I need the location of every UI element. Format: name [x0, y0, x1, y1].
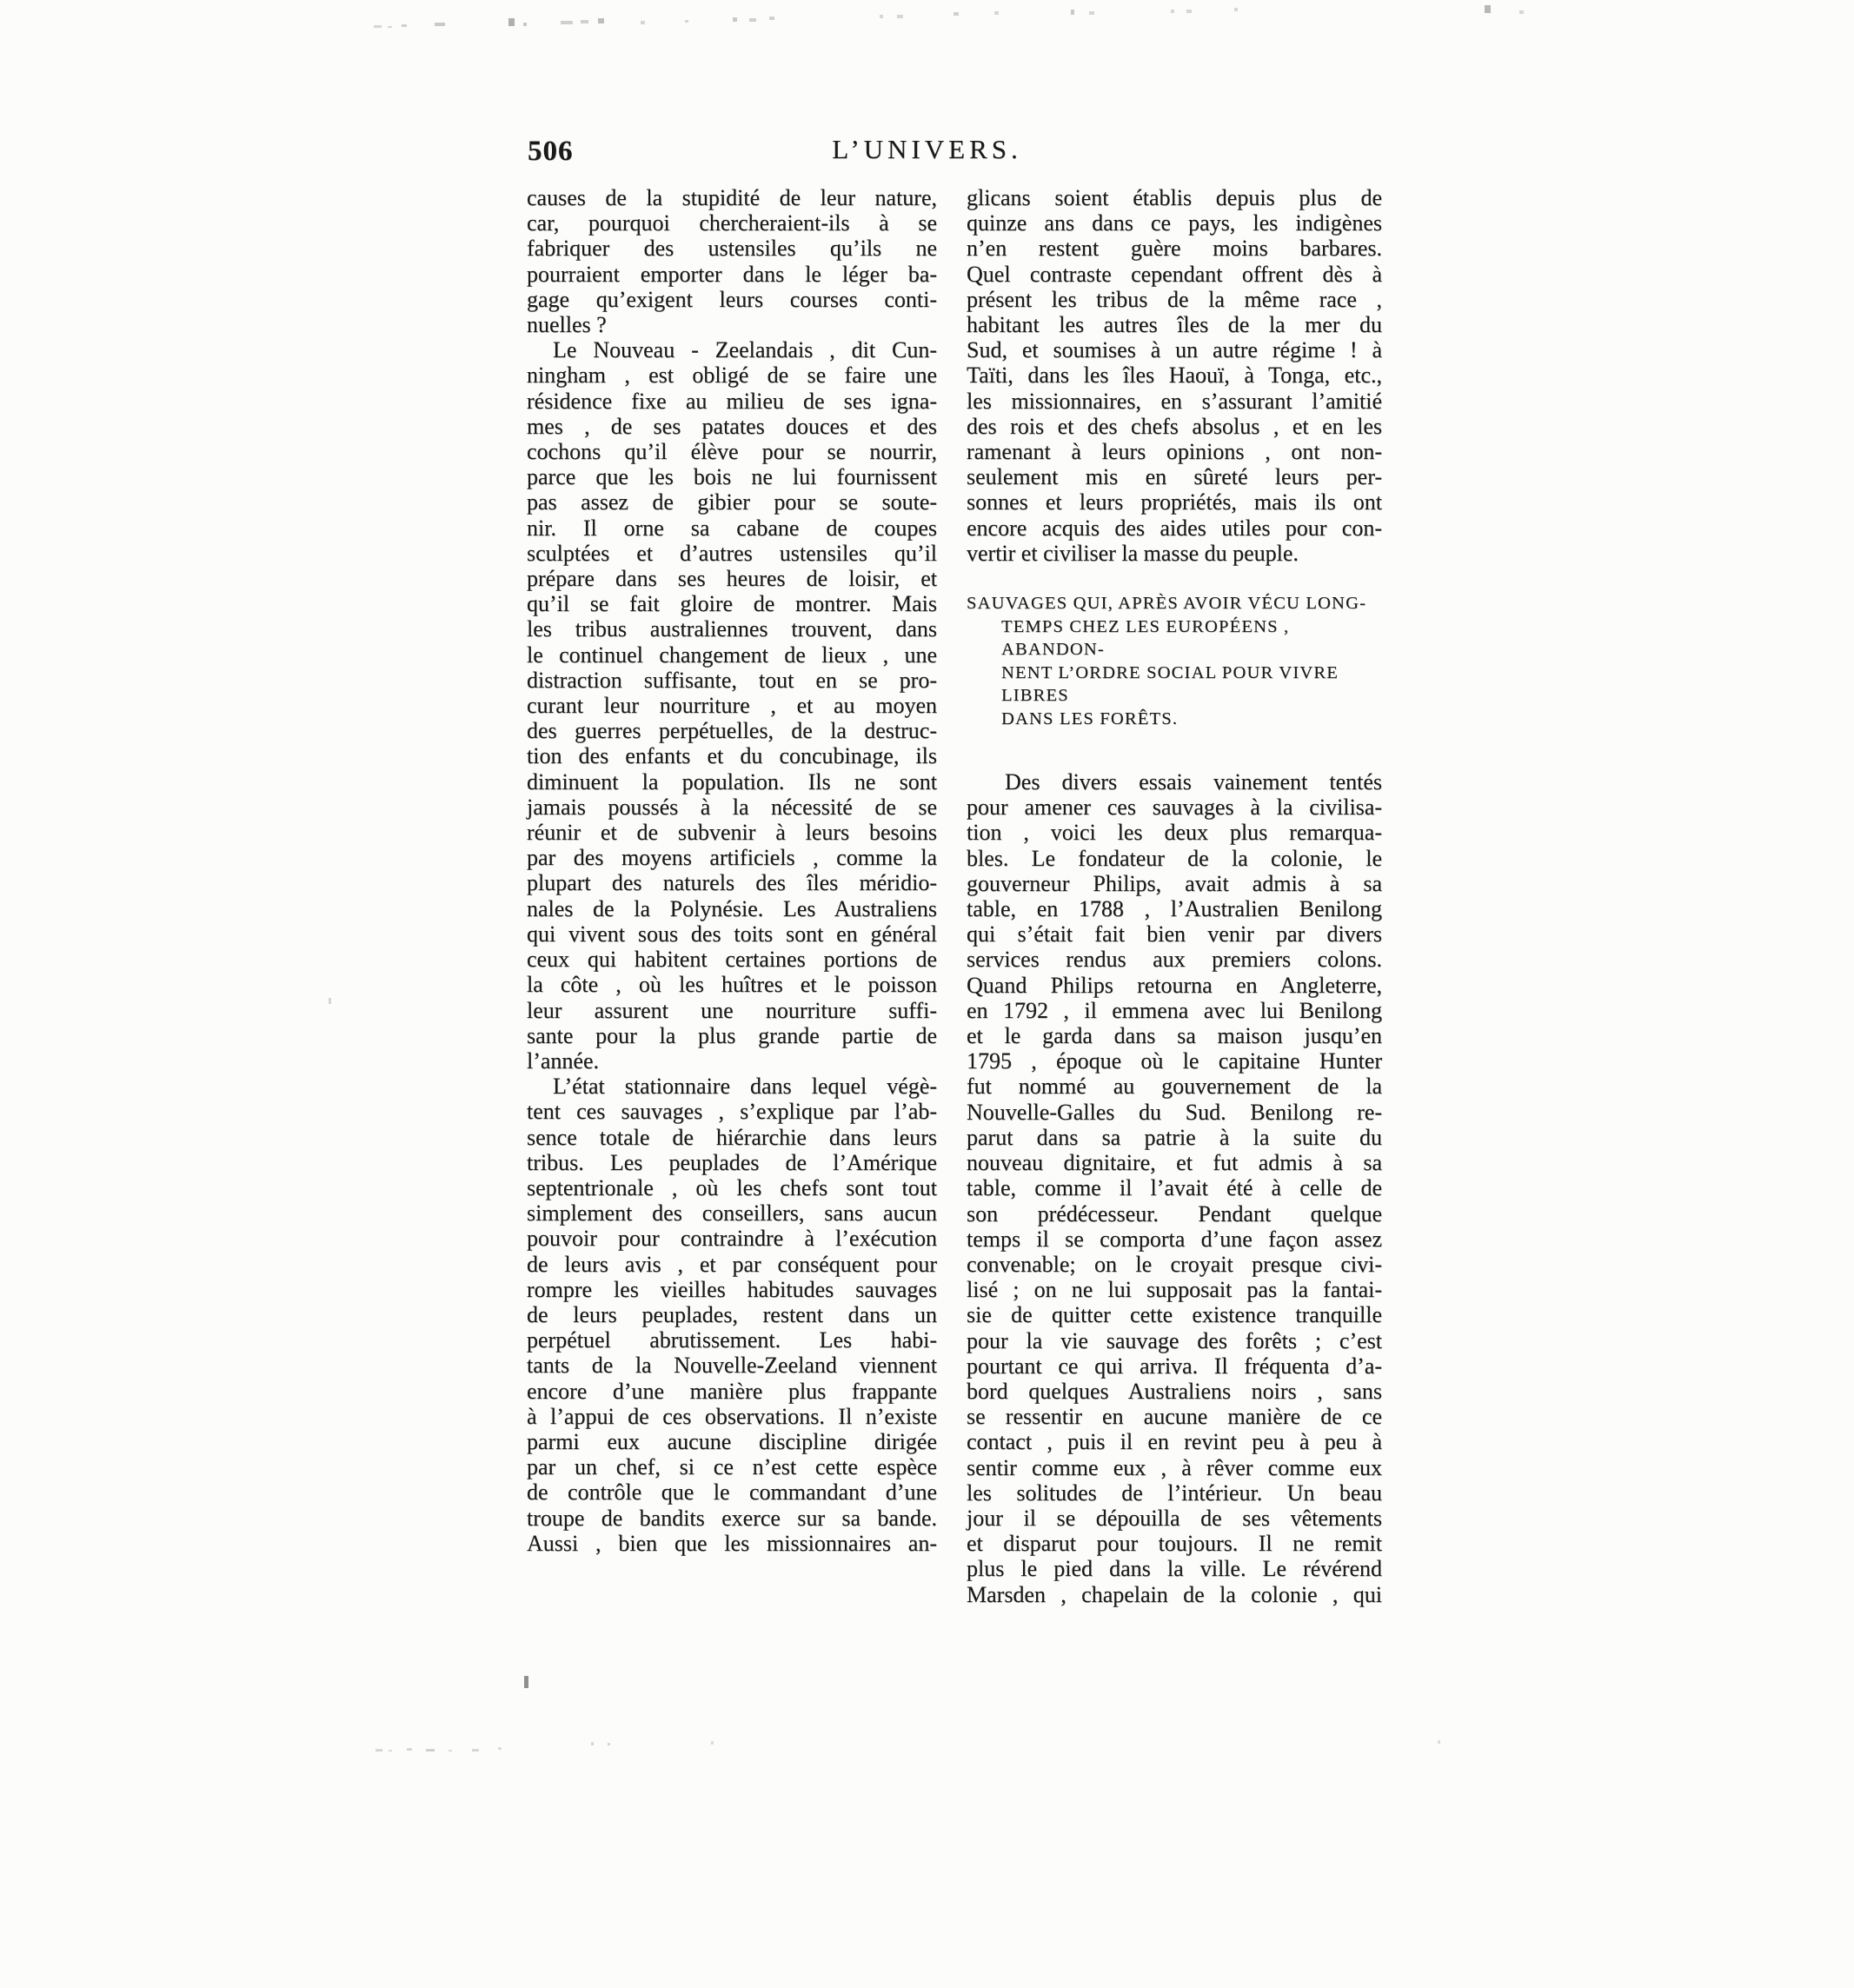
text-line: nir. Il orne sa cabane de coupes: [527, 515, 937, 541]
text-line: nuelles ?: [527, 312, 607, 338]
text-line: plupart des naturels des îles méridio-: [527, 870, 937, 896]
text-line: encore acquis des aides utiles pour con-: [967, 515, 1382, 541]
text-line: tent ces sauvages , s’explique par l’ab-: [527, 1099, 937, 1125]
text-line: quinze ans dans ce pays, les indigènes: [967, 210, 1382, 236]
text-line: parmi eux aucune discipline dirigée: [527, 1428, 937, 1454]
text-line: tants de la Nouvelle-Zeeland viennent: [527, 1353, 937, 1379]
text-line: les tribus australiennes trouvent, dans: [527, 616, 937, 642]
text-line: pour amener ces sauvages à la civilisa-: [967, 795, 1382, 821]
text-line: sentir comme eux , à rêver comme eux: [967, 1454, 1382, 1480]
text-line: tion des enfants et du concubinage, ils: [527, 743, 937, 769]
text-line: Marsden , chapelain de la colonie , qui: [967, 1581, 1382, 1607]
scan-artifact: [897, 15, 903, 18]
text-line: de leurs peuplades, restent dans un: [527, 1301, 937, 1327]
text-line: Des divers essais vainement tentés: [1005, 769, 1382, 795]
running-title: L’UNIVERS.: [832, 134, 1022, 164]
text-line: des guerres perpétuelles, de la destruc-: [527, 718, 937, 744]
text-line: jamais poussés à la nécessité de se: [527, 794, 937, 820]
scan-artifact: [524, 1676, 528, 1688]
text-line: les solitudes de l’intérieur. Un beau: [967, 1479, 1382, 1506]
text-line: encore d’une manière plus frappante: [527, 1378, 937, 1404]
paragraph: [527, 1074, 937, 1556]
text-line: la côte , où les huîtres et le poisson: [527, 972, 937, 998]
scan-artifact: [402, 24, 407, 27]
scan-artifact: [1234, 8, 1238, 11]
scan-artifact: [523, 23, 527, 26]
text-line: table, en 1788 , l’Australien Benilong: [967, 896, 1382, 922]
text-line: présent les tribus de la même race ,: [967, 286, 1382, 312]
text-line: Nouvelle-Galles du Sud. Benilong re-: [967, 1099, 1382, 1125]
paragraph: [967, 769, 1382, 1607]
text-line: sence totale de hiérarchie dans leurs: [527, 1124, 937, 1150]
text-line: ningham , est obligé de se faire une: [527, 362, 937, 389]
text-line: sculptées et d’autres ustensiles qu’il: [527, 540, 937, 566]
left-column: [527, 185, 937, 1556]
scan-artifact: [498, 1747, 502, 1750]
text-line: tribus. Les peuplades de l’Amérique: [527, 1149, 937, 1175]
text-line: temps il se comporta d’une façon assez: [967, 1226, 1382, 1252]
scan-artifact: [449, 1750, 452, 1752]
text-line: Le Nouveau - Zeelandais , dit Cun-: [553, 337, 937, 363]
text-line: habitant les autres îles de la mer du: [967, 312, 1382, 338]
text-line: résidence fixe au milieu de ses igna-: [527, 388, 937, 414]
heading-line: DANS LES FORÊTS.: [1001, 708, 1179, 728]
text-line: bord quelques Australiens noirs , sans: [967, 1378, 1382, 1404]
text-line: distraction suffisante, tout en se pro-: [527, 667, 937, 693]
text-line: mes , de ses patates douces et des: [527, 413, 937, 439]
section-heading: [967, 592, 1382, 730]
text-line: diminuent la population. Ils ne sont: [527, 768, 937, 795]
text-line: son prédécesseur. Pendant quelque: [967, 1200, 1382, 1227]
text-line: gouverneur Philips, avait admis à sa: [967, 870, 1382, 896]
text-line: n’en restent guère moins barbares.: [967, 236, 1382, 262]
text-line: à l’appui de ces observations. Il n’existe: [527, 1403, 937, 1429]
text-line: 1795 , époque où le capitaine Hunter: [967, 1048, 1382, 1074]
text-line: pour la vie sauvage des forêts ; c’est: [967, 1327, 1382, 1353]
text-line: qui s’était fait bien venir par divers: [967, 921, 1382, 947]
text-line: contact , puis il en revint peu à peu à: [967, 1429, 1382, 1455]
text-line: parut dans sa patrie à la suite du: [967, 1124, 1382, 1150]
text-line: en 1792 , il emmena avec lui Benilong: [967, 997, 1382, 1023]
text-line: curant leur nourriture , et au moyen: [527, 693, 937, 719]
text-line: par des moyens artificiels , comme la: [527, 845, 937, 871]
text-line: tion , voici les deux plus remarqua-: [967, 820, 1382, 846]
text-line: gage qu’exigent leurs courses conti-: [527, 286, 937, 312]
scan-artifact: [407, 1748, 412, 1751]
text-line: des rois et des chefs absolus , et en les: [967, 413, 1382, 439]
text-line: seulement mis en sûreté leurs per-: [967, 464, 1382, 490]
text-line: nouveau dignitaire, et fut admis à sa: [967, 1150, 1382, 1176]
page-number: 506: [528, 136, 574, 167]
text-line: prépare dans ses heures de loisir, et: [527, 566, 937, 592]
text-line: fut nommé au gouvernement de la: [967, 1074, 1382, 1100]
text-line: les missionnaires, en s’assurant l’amitié: [967, 388, 1382, 414]
scan-artifact: [994, 11, 999, 15]
text-line: table, comme il l’avait été à celle de: [967, 1175, 1382, 1201]
heading-line: SAUVAGES QUI, APRÈS AVOIR VÉCU LONG-: [967, 594, 1367, 614]
text-line: vertir et civiliser la masse du peuple.: [967, 540, 1299, 566]
scan-artifact: [769, 17, 774, 20]
text-line: Quand Philips retourna en Angleterre,: [967, 972, 1382, 998]
text-line: sante pour la plus grande partie de: [527, 1022, 937, 1048]
text-line: perpétuel abrutissement. Les habi-: [527, 1327, 937, 1353]
text-line: rompre les vieilles habitudes sauvages: [527, 1276, 937, 1302]
scan-artifact: [641, 21, 645, 24]
text-line: le continuel changement de lieux , une: [527, 642, 937, 668]
scan-artifact: [329, 998, 331, 1004]
scan-artifact: [1186, 10, 1192, 13]
scan-artifact: [591, 1742, 594, 1745]
text-line: réunir et de subvenir à leurs besoins: [527, 820, 937, 846]
text-line: Quel contraste cependant offrent dès à: [967, 261, 1382, 287]
text-line: L’état stationnaire dans lequel végè-: [553, 1074, 937, 1100]
text-line: Aussi , bien que les missionnaires an-: [527, 1530, 937, 1556]
text-line: septentrionale , où les chefs sont tout: [527, 1174, 937, 1200]
scan-artifact: [1071, 10, 1074, 15]
text-line: fabriquer des ustensiles qu’ils ne: [527, 236, 937, 262]
scan-artifact: [375, 1749, 382, 1752]
text-line: se ressentir en aucune manière de ce: [967, 1404, 1382, 1430]
text-line: bles. Le fondateur de la colonie, le: [967, 845, 1382, 871]
text-line: pas assez de gibier pour se soute-: [527, 489, 937, 515]
heading-line: TEMPS CHEZ LES EUROPÉENS , ABANDON-: [1001, 616, 1290, 660]
text-line: lisé ; on ne lui supposait pas la fantai-: [967, 1277, 1382, 1303]
scan-artifact: [435, 23, 445, 26]
scan-artifact: [1171, 10, 1174, 13]
scan-artifact: [598, 18, 604, 23]
text-line: Taïti, dans les îles Haouï, à Tonga, etc.,: [967, 362, 1382, 389]
scan-artifact: [685, 20, 688, 23]
scan-artifact: [749, 18, 756, 22]
scan-artifact: [608, 1743, 610, 1745]
heading-line: NENT L’ORDRE SOCIAL POUR VIVRE LIBRES: [1001, 662, 1339, 706]
text-line: pourraient emporter dans le léger ba-: [527, 261, 937, 287]
text-line: cochons qu’il élève pour se nourrir,: [527, 439, 937, 465]
text-line: jour il se dépouilla de ses vêtements: [967, 1505, 1382, 1531]
text-line: ceux qui habitent certaines portions de: [527, 947, 937, 973]
scan-artifact: [388, 26, 392, 28]
text-line: plus le pied dans la ville. Le révérend: [967, 1556, 1382, 1582]
scan-artifact: [711, 1741, 714, 1745]
right-column: [967, 185, 1382, 1607]
paragraph: [527, 337, 937, 1074]
text-line: leur assurent une nourriture suffi-: [527, 997, 937, 1023]
scan-artifact: [389, 1750, 392, 1752]
text-line: pourtant ce qui arriva. Il fréquenta d’a-: [967, 1353, 1382, 1379]
scan-artifact: [561, 21, 573, 24]
scan-artifact: [954, 12, 959, 16]
scan-artifact: [426, 1749, 435, 1752]
text-line: simplement des conseillers, sans aucun: [527, 1200, 937, 1227]
scan-artifact: [1089, 11, 1094, 15]
scan-artifact: [508, 18, 515, 26]
text-line: parce que les bois ne lui fournissent: [527, 464, 937, 490]
scan-artifact: [472, 1749, 479, 1752]
text-line: sie de quitter cette existence tranquille: [967, 1302, 1382, 1328]
scan-artifact: [581, 20, 588, 23]
text-line: ramenant à leurs opinions , ont non-: [967, 439, 1382, 465]
text-line: car, pourquoi chercheraient-ils à se: [527, 210, 937, 236]
text-line: nales de la Polynésie. Les Australiens: [527, 895, 937, 921]
scan-artifact: [733, 17, 737, 22]
text-line: qui vivent sous des toits sont en général: [527, 921, 937, 947]
text-line: sonnes et leurs propriétés, mais ils ont: [967, 489, 1382, 515]
text-line: et le garda dans sa maison jusqu’en: [967, 1023, 1382, 1049]
text-line: par un chef, si ce n’est cette espèce: [527, 1454, 937, 1480]
scan-artifact: [1438, 1740, 1440, 1744]
text-line: services rendus aux premiers colons.: [967, 947, 1382, 973]
text-line: glicans soient établis depuis plus de: [967, 185, 1382, 210]
text-line: Sud, et soumises à un autre régime ! à: [967, 337, 1382, 363]
text-line: de contrôle que le commandant d’une: [527, 1479, 937, 1506]
paragraph: [967, 185, 1382, 566]
scan-artifact: [1485, 5, 1491, 13]
text-line: et disparut pour toujours. Il ne remit: [967, 1531, 1382, 1557]
text-line: de leurs avis , et par conséquent pour: [527, 1251, 937, 1277]
text-line: pouvoir pour contraindre à l’exécution: [527, 1226, 937, 1252]
text-line: qu’il se fait gloire de montrer. Mais: [527, 591, 937, 617]
scan-artifact: [1519, 10, 1524, 14]
scan-artifact: [880, 15, 883, 18]
text-line: troupe de bandits exerce sur sa bande.: [527, 1505, 937, 1531]
scan-artifact: [374, 25, 382, 28]
paragraph: [527, 185, 937, 337]
text-line: causes de la stupidité de leur nature,: [527, 185, 937, 210]
text-line: convenable; on le croyait presque civi-: [967, 1251, 1382, 1277]
text-line: l’année.: [527, 1047, 600, 1074]
